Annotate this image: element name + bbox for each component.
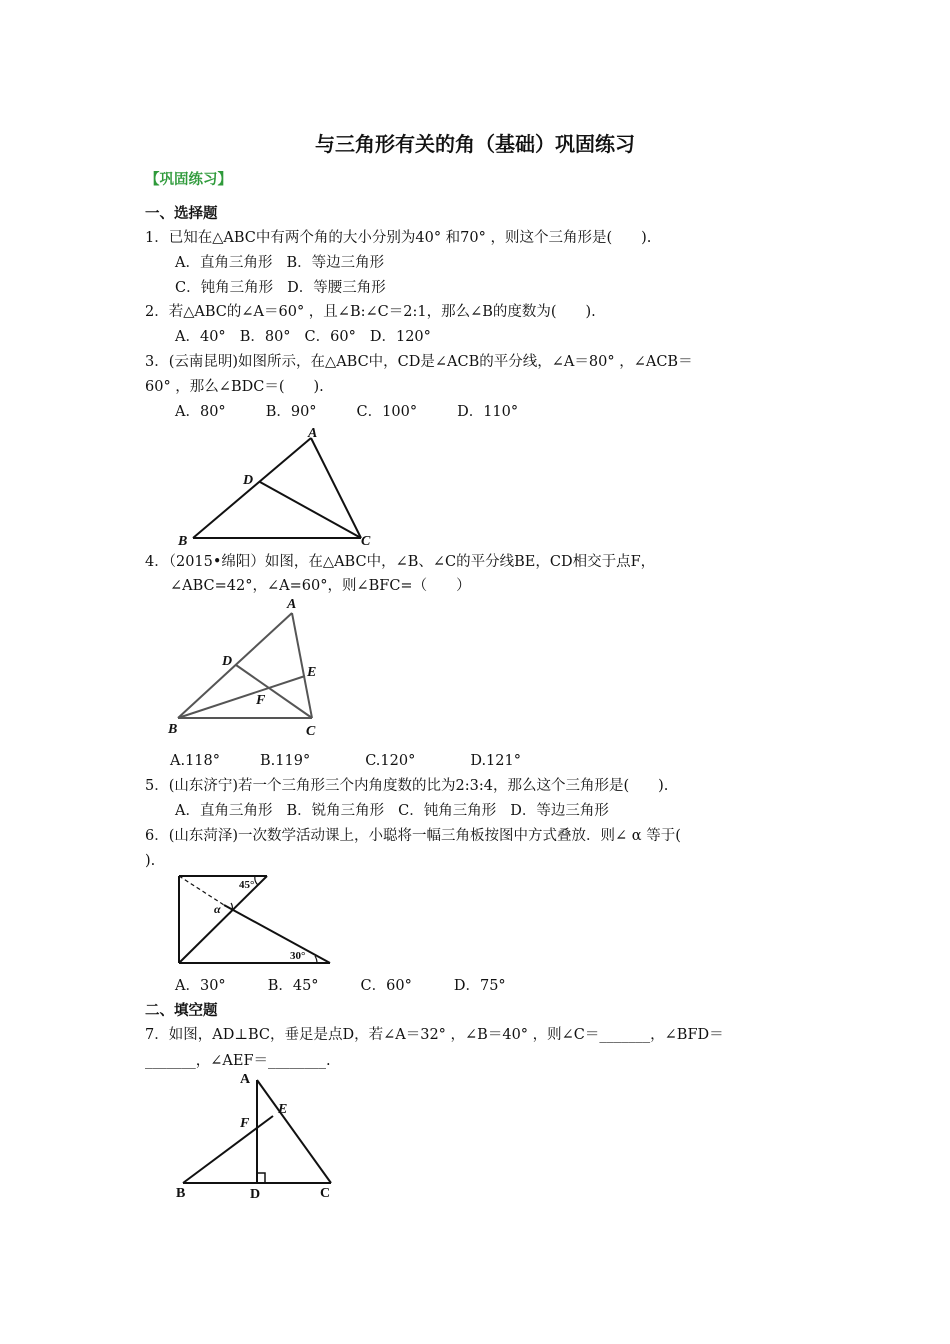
q7-label-f: F: [240, 1116, 250, 1131]
q3-label-a: A: [308, 426, 318, 441]
option-b: B．45°: [267, 978, 319, 994]
option-b: B．90°: [265, 404, 317, 420]
q7-label-c: C: [320, 1186, 331, 1201]
option-a: A.118°: [170, 753, 221, 769]
option-c: C．钝角三角形: [175, 280, 274, 296]
q7-right-angle-mark: [257, 1173, 265, 1183]
q4-label-a: A: [287, 597, 297, 612]
q4-label-d: D: [222, 654, 233, 669]
section-choice-heading: 一、选择题: [145, 206, 218, 222]
option-a: A．直角三角形: [175, 255, 273, 271]
question-1: 1．已知在△ABC中有两个角的大小分别为40° 和70° ，则这个三角形是( ).: [145, 230, 652, 246]
question-2: 2．若△ABC的∠A＝60° ，且∠B:∠C＝2:1，那么∠B的度数为( ).: [145, 304, 596, 320]
option-d: D．110°: [457, 404, 519, 420]
option-a: A．40°: [175, 329, 226, 345]
q7-label-a: A: [240, 1072, 251, 1087]
q6-label-alpha: α: [214, 902, 221, 916]
question-5: 5．(山东济宁)若一个三角形三个内角度数的比为2:3:4，那么这个三角形是( ).: [145, 778, 669, 794]
page-title: 与三角形有关的角（基础）巩固练习: [315, 132, 635, 156]
option-c: C．60°: [360, 978, 412, 994]
q4-label-b: B: [168, 722, 178, 737]
question-3-line1: 3．(云南昆明)如图所示，在△ABC中，CD是∠ACB的平分线，∠A＝80° ，∠ACB＝: [145, 354, 693, 370]
q7-label-b: B: [176, 1186, 186, 1201]
question-4-line1: 4．（2015•绵阳）如图，在△ABC中，∠B、∠C的平分线BE，CD相交于点F，: [145, 554, 656, 570]
q7-label-d: D: [250, 1187, 261, 1202]
section-fill-heading: 二、填空题: [145, 1003, 218, 1019]
option-c: C．钝角三角形: [398, 803, 497, 819]
question-6-line2: ).: [145, 853, 156, 869]
option-d: D.121°: [470, 753, 521, 769]
option-c: C．60°: [304, 329, 356, 345]
q7-side-ac: [257, 1080, 331, 1183]
option-d: D．120°: [369, 329, 431, 345]
question-7-line1: 7．如图，AD⊥BC，垂足是点D，若∠A＝32° ，∠B＝40° ，则∠C＝_______，∠BFD＝: [145, 1027, 724, 1043]
q6-label-45: 45°: [239, 879, 255, 891]
q3-label-c: C: [361, 534, 371, 549]
q7-label-e: E: [278, 1102, 288, 1117]
option-d: D．75°: [453, 978, 506, 994]
question-3-line2: 60° ，那么∠BDC＝( ).: [145, 379, 324, 395]
q6-label-30: 30°: [290, 950, 306, 962]
option-d: D．等边三角形: [510, 803, 609, 819]
option-b: B．等边三角形: [286, 255, 385, 271]
q4-label-e: E: [307, 665, 317, 680]
q3-label-b: B: [178, 534, 188, 549]
question-6-line1: 6．(山东菏泽)一次数学活动课上，小聪将一幅三角板按图中方式叠放．则∠ α 等于(: [145, 828, 681, 844]
section-tag: 【巩固练习】: [145, 172, 232, 188]
question-7-line2: _______，∠AEF＝________.: [145, 1053, 331, 1069]
option-b: B．锐角三角形: [286, 803, 385, 819]
q3-label-d: D: [243, 473, 254, 488]
option-a: A．30°: [175, 978, 226, 994]
q4-label-f: F: [256, 693, 266, 708]
option-b: B.119°: [260, 753, 311, 769]
q4-label-c: C: [306, 724, 316, 739]
option-a: A．80°: [175, 404, 226, 420]
option-d: D．等腰三角形: [287, 280, 386, 296]
option-a: A．直角三角形: [175, 803, 273, 819]
question-4-line2: ∠ABC=42°，∠A=60°，则∠BFC=（ ）: [170, 578, 471, 594]
option-c: C.120°: [365, 753, 416, 769]
option-b: B．80°: [239, 329, 291, 345]
option-c: C．100°: [356, 404, 418, 420]
